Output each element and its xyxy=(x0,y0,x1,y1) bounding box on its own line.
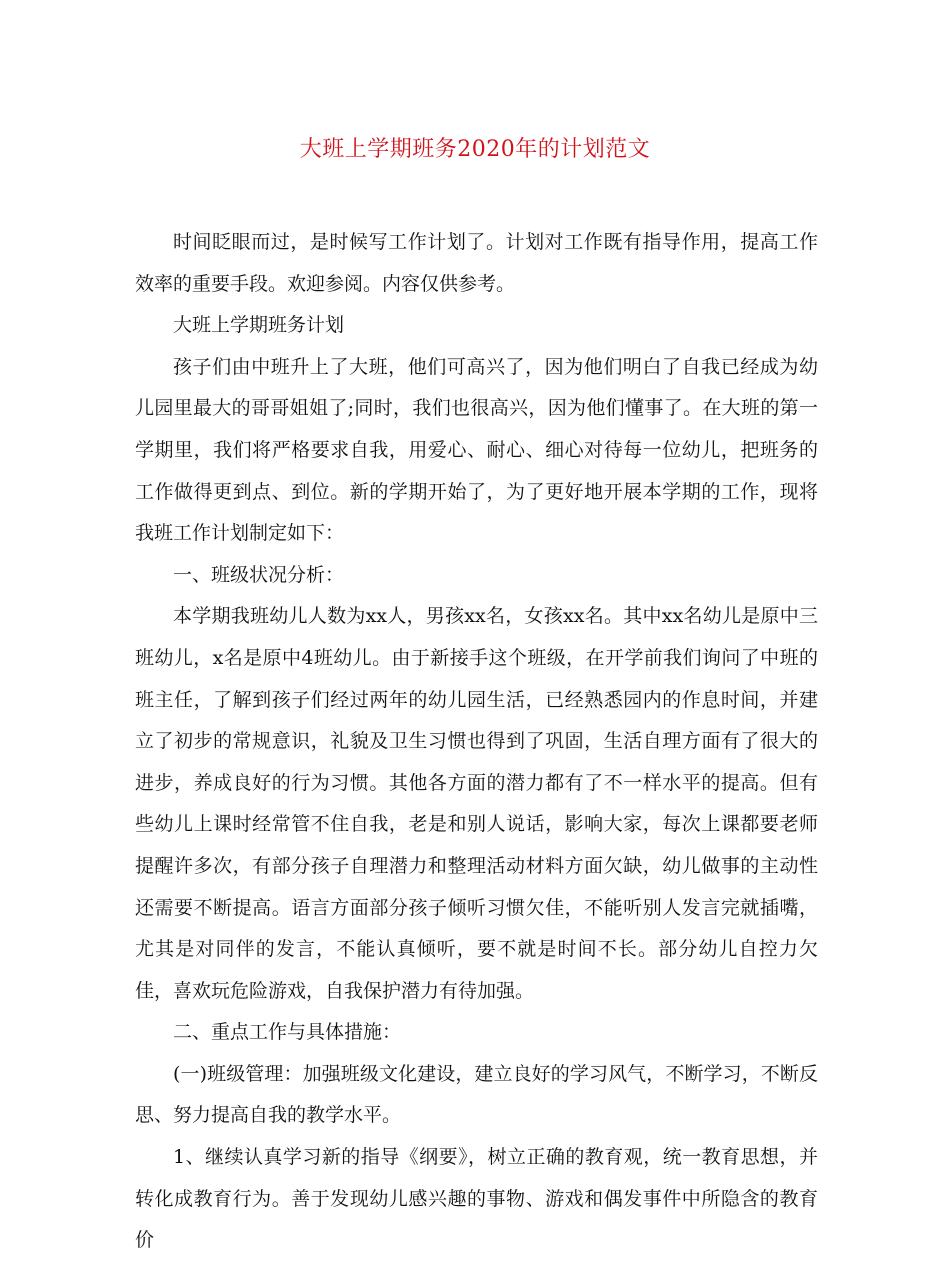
document-body xyxy=(135,222,818,1262)
document-title: 大班上学期班务2020年的计划范文 xyxy=(299,137,651,162)
item-1-paragraph: 1、继续认真学习新的指导《纲要》，树立正确的教育观，统一教育思想，并转化成教育行为。善于发现幼儿感兴趣的事物、游戏和偶发事件中所隐含的教育价 xyxy=(135,1146,818,1252)
intro-paragraph: 时间眨眼而过，是时候写工作计划了。计划对工作既有指导作用，提高工作效率的重要手段。欢迎参阅。内容仅供参考。 xyxy=(135,231,818,295)
class-analysis-paragraph: 本学期我班幼儿人数为xx人，男孩xx名，女孩xx名。其中xx名幼儿是原中三班幼儿，x名是原中4班幼儿。由于新接手这个班级，在开学前我们询问了中班的班主任，了解到孩子们经过两年的幼儿园生活，已经熟悉园内的作息时间，并建立了初步的常规意识，礼貌及卫生习惯也得到了巩固，生活自理方面有了很大的进步，养成良好的行为习惯。其他各方面的潜力都有了不一样水平的提高。但有些幼儿上课时经常管不住自我，老是和别人说话，影响大家，每次上课都要老师提醒许多次，有部分孩子自理潜力和整理活动材料方面欠缺，幼儿做事的主动性还需要不断提高。语言方面部分孩子倾听习惯欠佳，不能听别人发言完就插嘴，尤其是对同伴的发言，不能认真倾听，要不就是时间不长。部分幼儿自控力欠佳，喜欢玩危险游戏，自我保护潜力有待加强。 xyxy=(135,605,818,1002)
plan-heading: 大班上学期班务计划 xyxy=(173,314,345,337)
opening-paragraph: 孩子们由中班升上了大班，他们可高兴了，因为他们明白了自我已经成为幼儿园里最大的哥哥姐姐了;同时，我们也很高兴，因为他们懂事了。在大班的第一学期里，我们将严格要求自我，用爱心、耐心、细心对待每一位幼儿，把班务的工作做得更到点、到位。新的学期开始了，为了更好地开展本学期的工作，现将我班工作计划制定如下： xyxy=(135,355,818,545)
section-heading-class-analysis: 一、班级状况分析： xyxy=(173,563,345,586)
section-heading-key-work: 二、重点工作与具体措施： xyxy=(173,1021,402,1044)
class-management-paragraph: (一)班级管理：加强班级文化建设，建立良好的学习风气，不断学习，不断反思、努力提高自我的教学水平。 xyxy=(135,1062,818,1127)
